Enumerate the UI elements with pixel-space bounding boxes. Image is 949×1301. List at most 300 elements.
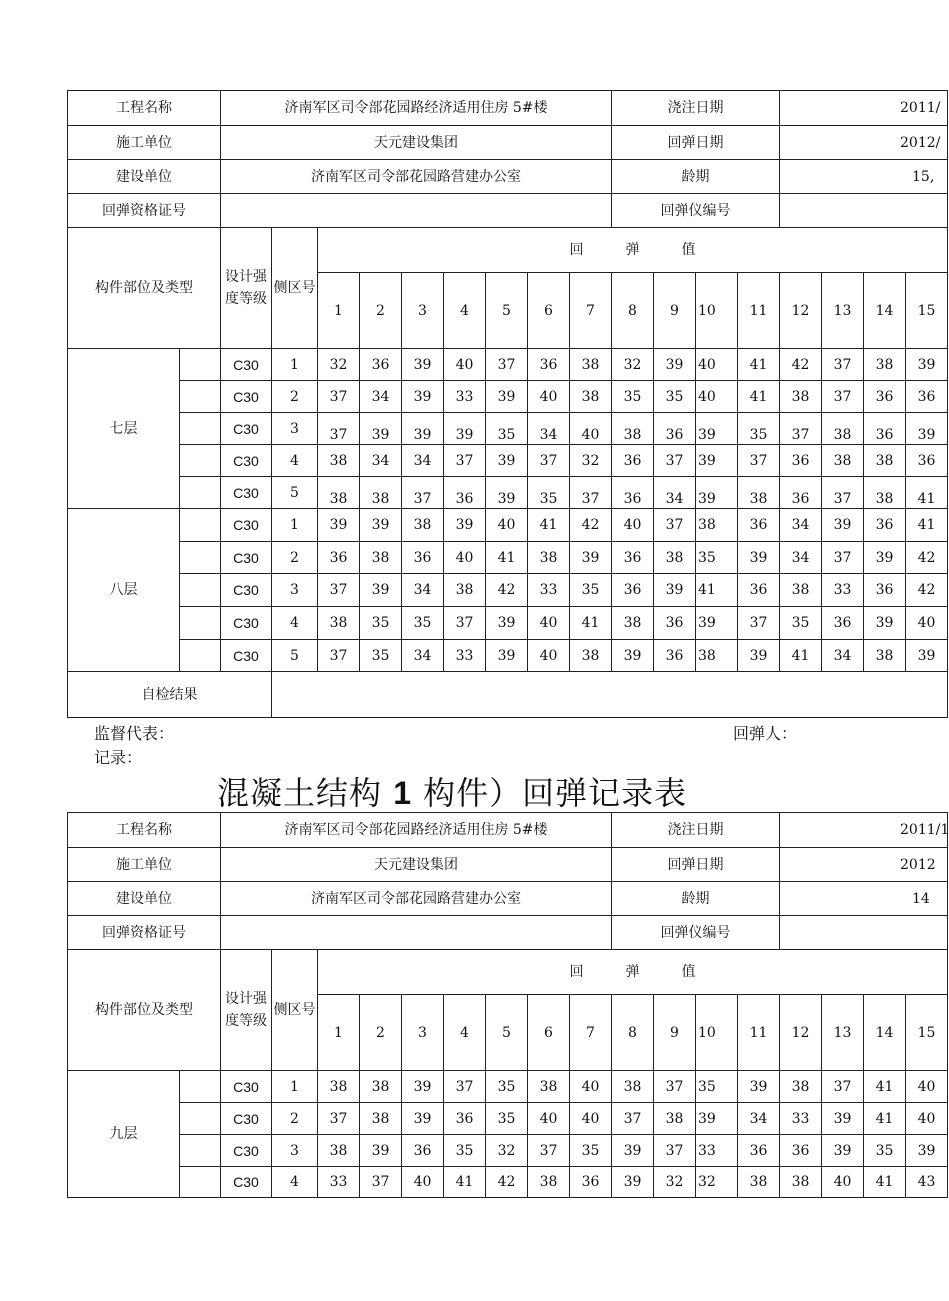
rebound-value: 37 [528, 1135, 570, 1167]
rebound-value: 37 [444, 607, 486, 640]
rebound-value: 37 [822, 477, 864, 509]
rebound-value: 41 [444, 1167, 486, 1198]
rebound-value: 36 [612, 445, 654, 477]
info-row [68, 813, 948, 848]
info-label: 施工单位 [68, 848, 221, 882]
rebound-value: 37 [654, 445, 696, 477]
rebound-value: 39 [906, 349, 948, 381]
zone-cell: 3 [272, 1135, 318, 1167]
rebound-value: 41 [738, 349, 780, 381]
rebound-value: 34 [780, 542, 822, 574]
rebound-value: 37 [822, 542, 864, 574]
rebound-value: 37 [318, 574, 360, 607]
rebound-value: 37 [528, 445, 570, 477]
rebound-value: 39 [444, 413, 486, 445]
rebound-value: 39 [906, 1135, 948, 1167]
rebound-value: 39 [822, 509, 864, 542]
component-cell [180, 1167, 221, 1198]
col-number: 9 [654, 995, 696, 1071]
rebound-value: 38 [570, 381, 612, 413]
rebound-value: 33 [444, 640, 486, 672]
rebound-value: 40 [444, 542, 486, 574]
table-row [68, 1103, 948, 1135]
rebound-value: 36 [360, 349, 402, 381]
rebound-value: 35 [444, 1135, 486, 1167]
col-number: 3 [402, 273, 444, 349]
component-header: 构件部位及类型 [68, 228, 221, 349]
info-label: 回弹资格证号 [68, 916, 221, 950]
zone-header: 侧区号 [272, 950, 318, 1071]
rebound-value: 43 [906, 1167, 948, 1198]
rebound-value: 40 [906, 607, 948, 640]
rebound-value: 38 [822, 413, 864, 445]
col-number: 1 [318, 273, 360, 349]
rebound-value: 39 [486, 445, 528, 477]
info-label-2: 回弹日期 [612, 848, 780, 882]
rebound-value: 41 [864, 1071, 906, 1103]
info-value: 济南军区司令部花园路经济适用住房 5#楼 [221, 91, 612, 126]
zone-header: 侧区号 [272, 228, 318, 349]
rebound-value: 39 [738, 1071, 780, 1103]
rebound-value: 40 [612, 509, 654, 542]
rebound-value: 37 [570, 477, 612, 509]
rebound-value: 36 [822, 607, 864, 640]
rebound-value: 39 [906, 413, 948, 445]
supervisor-label: 监督代表： [94, 724, 175, 743]
rebound-value: 35 [738, 413, 780, 445]
rebound-value: 39 [402, 1103, 444, 1135]
rebound-value: 34 [402, 574, 444, 607]
col-number: 10 [696, 273, 738, 349]
info-row [68, 882, 948, 916]
grade-cell: C30 [221, 574, 272, 607]
self-check-label: 自检结果 [68, 672, 272, 718]
col-number: 14 [864, 273, 906, 349]
rebound-value: 38 [318, 1135, 360, 1167]
rebound-value: 42 [570, 509, 612, 542]
info-row [68, 916, 948, 950]
rebound-value: 35 [654, 381, 696, 413]
rebound-value: 33 [318, 1167, 360, 1198]
zone-cell: 2 [272, 381, 318, 413]
component-cell [180, 1103, 221, 1135]
rebound-value: 38 [360, 542, 402, 574]
floor-name: 八层 [109, 582, 138, 598]
rebounder-label: 回弹人： [733, 724, 798, 743]
rebound-value: 37 [444, 1071, 486, 1103]
zone-cell: 1 [272, 509, 318, 542]
rebound-value: 36 [444, 1103, 486, 1135]
col-number: 4 [444, 995, 486, 1071]
table-row [68, 445, 948, 477]
rebound-value: 35 [864, 1135, 906, 1167]
rebound-value: 39 [696, 1103, 738, 1135]
rebound-value: 34 [822, 640, 864, 672]
rebound-value: 39 [360, 574, 402, 607]
rebound-value: 39 [402, 349, 444, 381]
info-label-2: 回弹日期 [612, 126, 780, 160]
col-number: 7 [570, 995, 612, 1071]
col-number: 10 [696, 995, 738, 1071]
rebound-value: 41 [906, 477, 948, 509]
rebound-value: 38 [612, 607, 654, 640]
info-value [221, 194, 612, 228]
floor-label [68, 1071, 180, 1198]
rebound-value: 35 [486, 1103, 528, 1135]
info-row [68, 194, 948, 228]
rebound-value: 32 [570, 445, 612, 477]
rebound-value: 39 [612, 1167, 654, 1198]
rebound-value: 39 [570, 542, 612, 574]
table-row [68, 574, 948, 607]
info-value-2: 15, [780, 160, 948, 194]
table-row [68, 1135, 948, 1167]
col-number: 12 [780, 273, 822, 349]
info-value-2: 2012/ [780, 126, 948, 160]
floor-name: 九层 [109, 1126, 138, 1142]
rebound-value: 37 [444, 445, 486, 477]
rebound-value: 37 [738, 607, 780, 640]
info-label-2: 回弹仪编号 [612, 194, 780, 228]
col-number: 15 [906, 273, 948, 349]
rebound-value: 34 [402, 445, 444, 477]
col-number: 2 [360, 273, 402, 349]
rebound-value: 39 [738, 640, 780, 672]
rebound-value: 38 [780, 381, 822, 413]
rebound-value: 37 [402, 477, 444, 509]
rebound-value: 36 [738, 1135, 780, 1167]
rebound-value: 35 [696, 1071, 738, 1103]
table-row [68, 1071, 948, 1103]
rebound-value: 38 [738, 1167, 780, 1198]
zone-cell: 4 [272, 607, 318, 640]
rebound-value: 35 [360, 607, 402, 640]
rebound-value: 38 [696, 509, 738, 542]
rebound-value: 38 [360, 1071, 402, 1103]
info-label-2: 龄期 [612, 160, 780, 194]
info-label: 建设单位 [68, 882, 221, 916]
header-row [68, 228, 948, 273]
rebound-value: 34 [738, 1103, 780, 1135]
rebound-value: 33 [444, 381, 486, 413]
grade-cell: C30 [221, 445, 272, 477]
rebound-value: 36 [864, 574, 906, 607]
table-row [68, 640, 948, 672]
rebound-value: 39 [654, 574, 696, 607]
grade-cell: C30 [221, 1135, 272, 1167]
rebound-value: 37 [318, 413, 360, 445]
component-cell [180, 607, 221, 640]
rebound-value: 36 [528, 349, 570, 381]
info-value: 济南军区司令部花园路经济适用住房 5#楼 [221, 813, 612, 848]
component-cell [180, 509, 221, 542]
rebound-value: 38 [570, 640, 612, 672]
rebound-value: 35 [612, 381, 654, 413]
rebound-value: 37 [318, 381, 360, 413]
rebound-value: 36 [654, 640, 696, 672]
strength-header: 设计强度等级 [221, 950, 272, 1071]
rebound-value: 39 [402, 381, 444, 413]
rebound-value: 39 [486, 640, 528, 672]
rebound-value: 35 [402, 607, 444, 640]
rebound-value: 40 [570, 1071, 612, 1103]
rebound-value: 38 [654, 542, 696, 574]
col-number: 8 [612, 995, 654, 1071]
rebound-value: 34 [360, 445, 402, 477]
rebound-value: 38 [612, 1071, 654, 1103]
rebound-value: 36 [738, 509, 780, 542]
grade-cell: C30 [221, 607, 272, 640]
self-check-row [68, 672, 948, 718]
component-cell [180, 1071, 221, 1103]
rebound-value: 39 [864, 542, 906, 574]
zone-cell: 4 [272, 1167, 318, 1198]
zone-cell: 2 [272, 542, 318, 574]
rebound-value: 40 [402, 1167, 444, 1198]
floor-name: 七层 [109, 420, 138, 437]
component-cell [180, 349, 221, 381]
info-value-2 [780, 194, 948, 228]
rebound-value: 39 [654, 349, 696, 381]
rebound-value: 36 [612, 477, 654, 509]
table-row [68, 542, 948, 574]
rebound-value: 42 [906, 542, 948, 574]
rebound-value: 32 [612, 349, 654, 381]
rebound-value: 41 [570, 607, 612, 640]
grade-cell: C30 [221, 542, 272, 574]
component-cell [180, 381, 221, 413]
rebound-value: 40 [696, 381, 738, 413]
rebound-value: 39 [402, 413, 444, 445]
rebound-value: 36 [864, 413, 906, 445]
zone-cell: 4 [272, 445, 318, 477]
col-number: 6 [528, 995, 570, 1071]
rebound-value: 39 [696, 607, 738, 640]
info-value-2: 14 [780, 882, 948, 916]
info-value-2: 2011/1 [780, 813, 948, 848]
col-number: 9 [654, 273, 696, 349]
rebound-value: 38 [570, 349, 612, 381]
rebound-value: 35 [486, 1071, 528, 1103]
zone-cell: 3 [272, 574, 318, 607]
zone-cell: 5 [272, 640, 318, 672]
rebound-value: 35 [570, 574, 612, 607]
rebound-value: 37 [822, 381, 864, 413]
rebound-value: 35 [780, 607, 822, 640]
rebound-value: 36 [402, 542, 444, 574]
rebound-value: 39 [696, 477, 738, 509]
floor-label [68, 349, 180, 509]
component-cell [180, 574, 221, 607]
rebound-value-header: 回 弹 值 [318, 228, 948, 273]
component-cell [180, 445, 221, 477]
rebound-value: 36 [780, 445, 822, 477]
rebound-value: 40 [696, 349, 738, 381]
rebound-value: 41 [864, 1103, 906, 1135]
rebound-value: 39 [486, 381, 528, 413]
rebound-value: 40 [906, 1103, 948, 1135]
rebound-value: 39 [486, 607, 528, 640]
rebound-value: 38 [780, 1071, 822, 1103]
zone-cell: 1 [272, 1071, 318, 1103]
rebound-value: 37 [738, 445, 780, 477]
rebound-value: 35 [360, 640, 402, 672]
rebound-value: 34 [360, 381, 402, 413]
rebound-value: 36 [906, 381, 948, 413]
floor-label [68, 509, 180, 672]
grade-cell: C30 [221, 1167, 272, 1198]
grade-cell: C30 [221, 509, 272, 542]
rebound-value: 38 [528, 1071, 570, 1103]
rebound-value: 35 [696, 542, 738, 574]
info-row [68, 160, 948, 194]
col-number: 15 [906, 995, 948, 1071]
rebound-value: 39 [612, 1135, 654, 1167]
col-number: 11 [738, 995, 780, 1071]
document-title [217, 768, 687, 814]
rebound-value: 38 [696, 640, 738, 672]
component-cell [180, 542, 221, 574]
rebound-value: 37 [486, 349, 528, 381]
grade-cell: C30 [221, 640, 272, 672]
rebound-value: 38 [318, 445, 360, 477]
rebound-value: 36 [444, 477, 486, 509]
info-value: 济南军区司令部花园路营建办公室 [221, 882, 612, 916]
zone-cell: 3 [272, 413, 318, 445]
grade-cell: C30 [221, 349, 272, 381]
rebound-value: 34 [654, 477, 696, 509]
rebound-value: 33 [822, 574, 864, 607]
info-row [68, 91, 948, 126]
info-label-2: 浇注日期 [612, 91, 780, 126]
info-value-2 [780, 916, 948, 950]
grade-cell: C30 [221, 413, 272, 445]
rebound-value: 39 [738, 542, 780, 574]
info-value: 济南军区司令部花园路营建办公室 [221, 160, 612, 194]
col-number: 12 [780, 995, 822, 1071]
info-label: 工程名称 [68, 91, 221, 126]
self-check-value [272, 672, 948, 718]
info-label-2: 回弹仪编号 [612, 916, 780, 950]
zone-cell: 1 [272, 349, 318, 381]
table-row [68, 477, 948, 509]
rebound-value: 38 [738, 477, 780, 509]
rebound-value: 40 [906, 1071, 948, 1103]
grade-cell: C30 [221, 477, 272, 509]
rebound-value: 40 [528, 381, 570, 413]
rebound-value-header: 回 弹 值 [318, 950, 948, 995]
rebound-value: 36 [402, 1135, 444, 1167]
rebound-value: 37 [654, 1135, 696, 1167]
info-label: 施工单位 [68, 126, 221, 160]
rebound-value: 36 [612, 574, 654, 607]
col-number: 2 [360, 995, 402, 1071]
info-value [221, 916, 612, 950]
rebound-value: 38 [780, 1167, 822, 1198]
grade-cell: C30 [221, 1071, 272, 1103]
rebound-value: 41 [696, 574, 738, 607]
table-row [68, 1167, 948, 1198]
col-number: 4 [444, 273, 486, 349]
info-row [68, 126, 948, 160]
grade-cell: C30 [221, 1103, 272, 1135]
rebound-value: 40 [528, 640, 570, 672]
rebound-value: 38 [864, 445, 906, 477]
table-row [68, 607, 948, 640]
rebound-value: 40 [822, 1167, 864, 1198]
strength-header: 设计强度等级 [221, 228, 272, 349]
rebound-value: 36 [570, 1167, 612, 1198]
info-label-2: 浇注日期 [612, 813, 780, 848]
rebound-value: 37 [654, 509, 696, 542]
rebound-value: 37 [318, 640, 360, 672]
col-number: 5 [486, 273, 528, 349]
rebound-value: 36 [738, 574, 780, 607]
col-number: 3 [402, 995, 444, 1071]
title-number: 1 [393, 775, 412, 811]
rebound-value: 39 [696, 413, 738, 445]
rebound-value: 33 [528, 574, 570, 607]
rebound-value: 38 [360, 1103, 402, 1135]
rebound-value: 40 [570, 413, 612, 445]
rebound-value: 37 [612, 1103, 654, 1135]
rebound-value: 37 [822, 349, 864, 381]
rebound-value: 36 [612, 542, 654, 574]
rebound-value: 38 [864, 477, 906, 509]
rebound-value: 34 [780, 509, 822, 542]
rebound-value: 38 [318, 1071, 360, 1103]
table2-grid [67, 812, 948, 1198]
zone-cell: 5 [272, 477, 318, 509]
info-value: 天元建设集团 [221, 848, 612, 882]
rebound-value: 38 [822, 445, 864, 477]
rebound-value: 39 [360, 509, 402, 542]
rebound-value: 38 [612, 413, 654, 445]
rebound-value: 36 [780, 1135, 822, 1167]
rebound-value: 32 [486, 1135, 528, 1167]
rebound-value: 36 [654, 607, 696, 640]
rebound-value: 35 [570, 1135, 612, 1167]
rebound-value: 37 [654, 1071, 696, 1103]
rebound-value: 41 [528, 509, 570, 542]
rebound-value: 38 [528, 542, 570, 574]
rebound-value: 39 [402, 1071, 444, 1103]
rebound-value: 39 [612, 640, 654, 672]
rebound-value: 41 [864, 1167, 906, 1198]
rebound-value: 39 [696, 445, 738, 477]
rebound-value: 33 [696, 1135, 738, 1167]
rebound-value: 41 [906, 509, 948, 542]
table-row [68, 349, 948, 381]
rebound-value: 38 [318, 607, 360, 640]
table1-grid [67, 90, 948, 718]
info-label: 建设单位 [68, 160, 221, 194]
rebound-value: 33 [780, 1103, 822, 1135]
rebound-value: 36 [318, 542, 360, 574]
component-cell [180, 413, 221, 445]
rebound-value: 35 [528, 477, 570, 509]
title-part-2: 构件）回弹记录表 [423, 774, 688, 812]
rebound-value: 40 [486, 509, 528, 542]
rebound-value: 36 [864, 509, 906, 542]
col-number: 13 [822, 995, 864, 1071]
info-label: 工程名称 [68, 813, 221, 848]
col-number: 14 [864, 995, 906, 1071]
col-number: 11 [738, 273, 780, 349]
table-row [68, 509, 948, 542]
col-number: 6 [528, 273, 570, 349]
rebound-value: 38 [864, 640, 906, 672]
